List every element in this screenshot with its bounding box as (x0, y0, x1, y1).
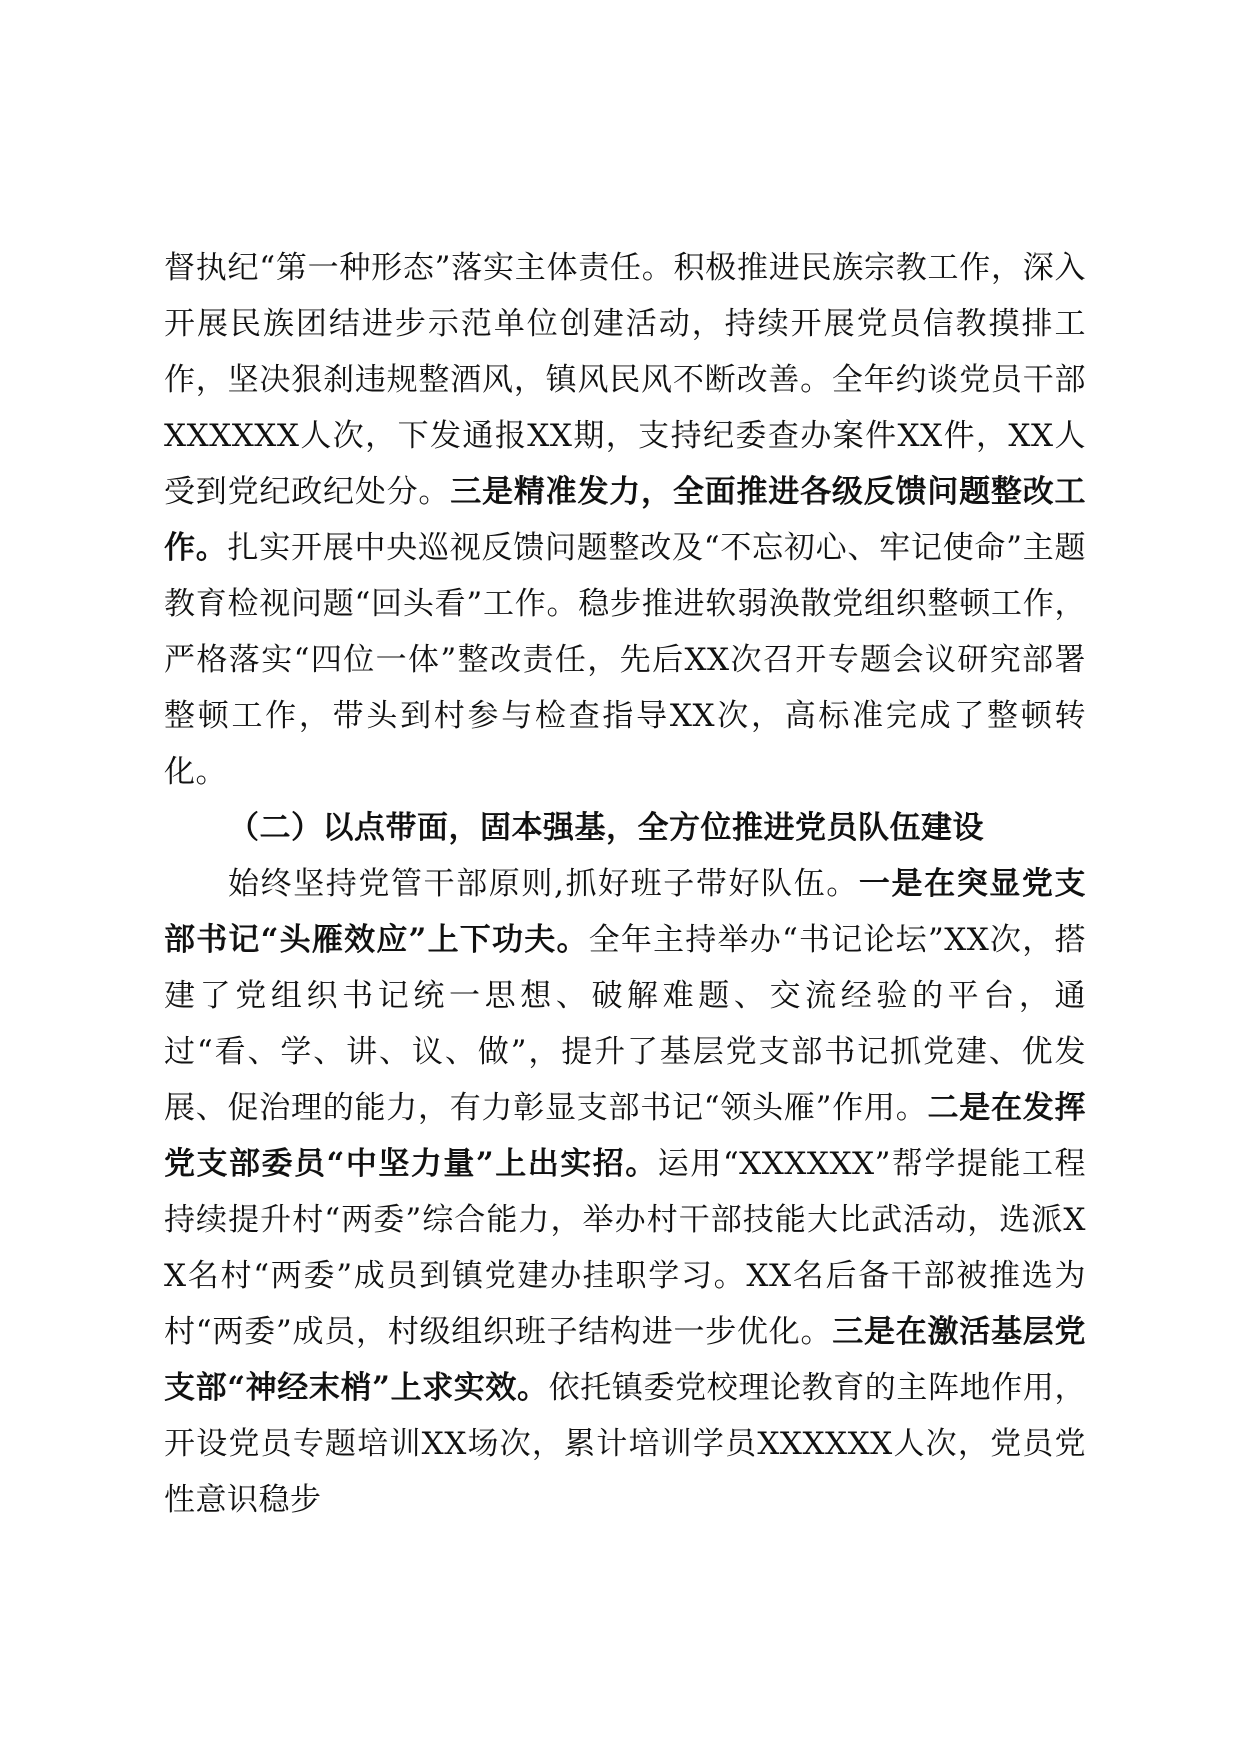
paragraph-party-team-building (164, 856, 1086, 1528)
paragraph-text: 全年主持举办“书记论坛”XX次，搭建了党组织书记统一思想、破解难题、交流经验的平台，通过“看、学、讲、议、做”，提升了基层党支部书记抓党建、优发展、促治理的能力，有力彰显支部书记“领头雁”作用。 (164, 922, 1086, 1126)
paragraph-text: 依托镇委党校理论教育的主阵地作用，开设党员专题培训XX场次，累计培训学员XXXXXX人次，党员党性意识稳步 (164, 1370, 1086, 1518)
section-heading: （二）以点带面，固本强基，全方位推进党员队伍建设 (228, 810, 984, 846)
paragraph-text: 督执纪“第一种形态”落实主体责任。积极推进民族宗教工作，深入开展民族团结进步示范单位创建活动，持续开展党员信教摸排工作，坚决狠刹违规整酒风，镇风民风不断改善。全年约谈党员干部XXXXXX人次，下发通报XX期，支持纪委查办案件XX件，XX人受到党纪政纪处分。 (164, 250, 1086, 510)
paragraph-discipline-inspection (164, 240, 1086, 800)
paragraph-text: 运用“XXXXXX”帮学提能工程持续提升村“两委”综合能力，举办村干部技能大比武活动，选派XX名村“两委”成员到镇党建办挂职学习。XX名后备干部被推选为村“两委”成员，村级组织班子结构进一步优化。 (164, 1146, 1086, 1350)
document-body (164, 240, 1086, 1528)
bold-point-rectification: 三是精准发力，全面推进各级反馈问题整改工作。 (164, 474, 1087, 566)
bold-point-secretary: 一是在突显党支部书记“头雁效应”上下功夫。 (164, 866, 1086, 958)
paragraph-text: 扎实开展中央巡视反馈问题整改及“不忘初心、牢记使命”主题教育检视问题“回头看”工作。稳步推进软弱涣散党组织整顿工作，严格落实“四位一体”整改责任，先后XX次召开专题会议研究部署整顿工作，带头到村参与检查指导XX次，高标准完成了整顿转化。 (164, 530, 1087, 790)
bold-point-committee: 二是在发挥党支部委员“中坚力量”上出实招。 (164, 1090, 1086, 1182)
paragraph-text: 始终坚持党管干部原则,抓好班子带好队伍。 (228, 866, 859, 902)
bold-point-grassroots: 三是在激活基层党支部“神经末梢”上求实效。 (164, 1314, 1086, 1406)
